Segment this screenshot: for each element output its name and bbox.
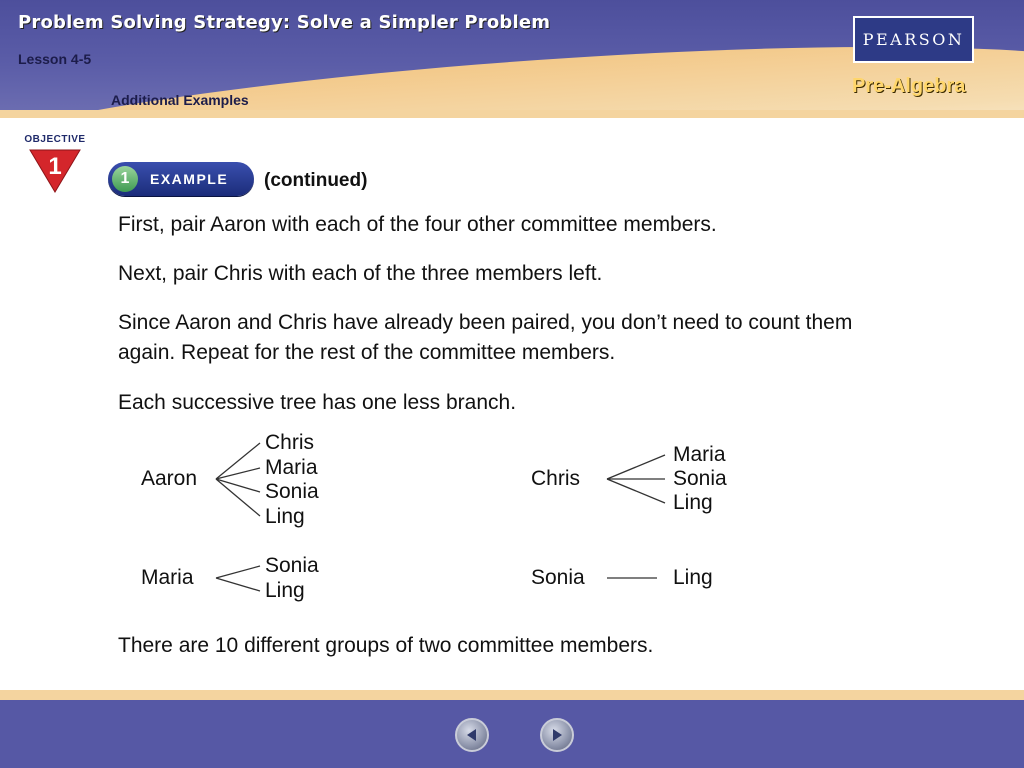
footer-band [0, 690, 1024, 700]
tree-root-sonia: Sonia [531, 566, 585, 589]
branch-line [216, 479, 260, 516]
triangle-right-icon [549, 727, 565, 743]
example-number: 1 [112, 166, 138, 192]
branch-line [216, 578, 260, 591]
tree-branch: Ling [265, 579, 305, 602]
section-label: Additional Examples [111, 92, 249, 108]
course-title: Pre-Algebra [852, 75, 966, 97]
paragraph-2: Next, pair Chris with each of the three members left. [118, 262, 603, 285]
branch-line [607, 479, 665, 503]
tree-branch: Sonia [673, 467, 727, 490]
conclusion-text: There are 10 different groups of two committee members. [118, 634, 654, 657]
branch-line [607, 455, 665, 479]
next-slide-button[interactable] [540, 718, 574, 752]
branch-line [216, 566, 260, 578]
tree-branch: Sonia [265, 480, 319, 503]
pearson-logo: PEARSON [853, 16, 974, 63]
tree-root-chris: Chris [531, 467, 581, 490]
lesson-label: Lesson 4-5 [18, 51, 92, 67]
triangle-left-icon [464, 727, 480, 743]
paragraph-3: Since Aaron and Chris have already been paired, you don’t need to count them again. Repeat for the rest of the committee members. [118, 311, 853, 364]
tree-branch: Sonia [265, 554, 319, 577]
slide-footer [0, 690, 1024, 768]
tree-branch: Ling [673, 566, 713, 589]
continued-label: (continued) [264, 170, 368, 191]
example-label: EXAMPLE [150, 171, 229, 187]
tree-root-maria: Maria [141, 566, 194, 589]
slide-title: Problem Solving Strategy: Solve a Simpler Problem [18, 12, 551, 33]
tree-branch: Ling [673, 491, 713, 514]
tree-branch: Maria [673, 443, 726, 466]
tree-branch: Ling [265, 505, 305, 528]
tree-branch: Maria [265, 456, 318, 479]
objective-number: 1 [48, 153, 62, 180]
tree-branch: Chris [265, 431, 315, 454]
paragraph-4: Each successive tree has one less branch. [118, 391, 517, 414]
paragraph-1: First, pair Aaron with each of the four other committee members. [118, 213, 717, 236]
branch-line [216, 479, 260, 492]
previous-slide-button[interactable] [455, 718, 489, 752]
tree-root-aaron: Aaron [141, 467, 198, 490]
objective-label: OBJECTIVE [24, 134, 86, 145]
